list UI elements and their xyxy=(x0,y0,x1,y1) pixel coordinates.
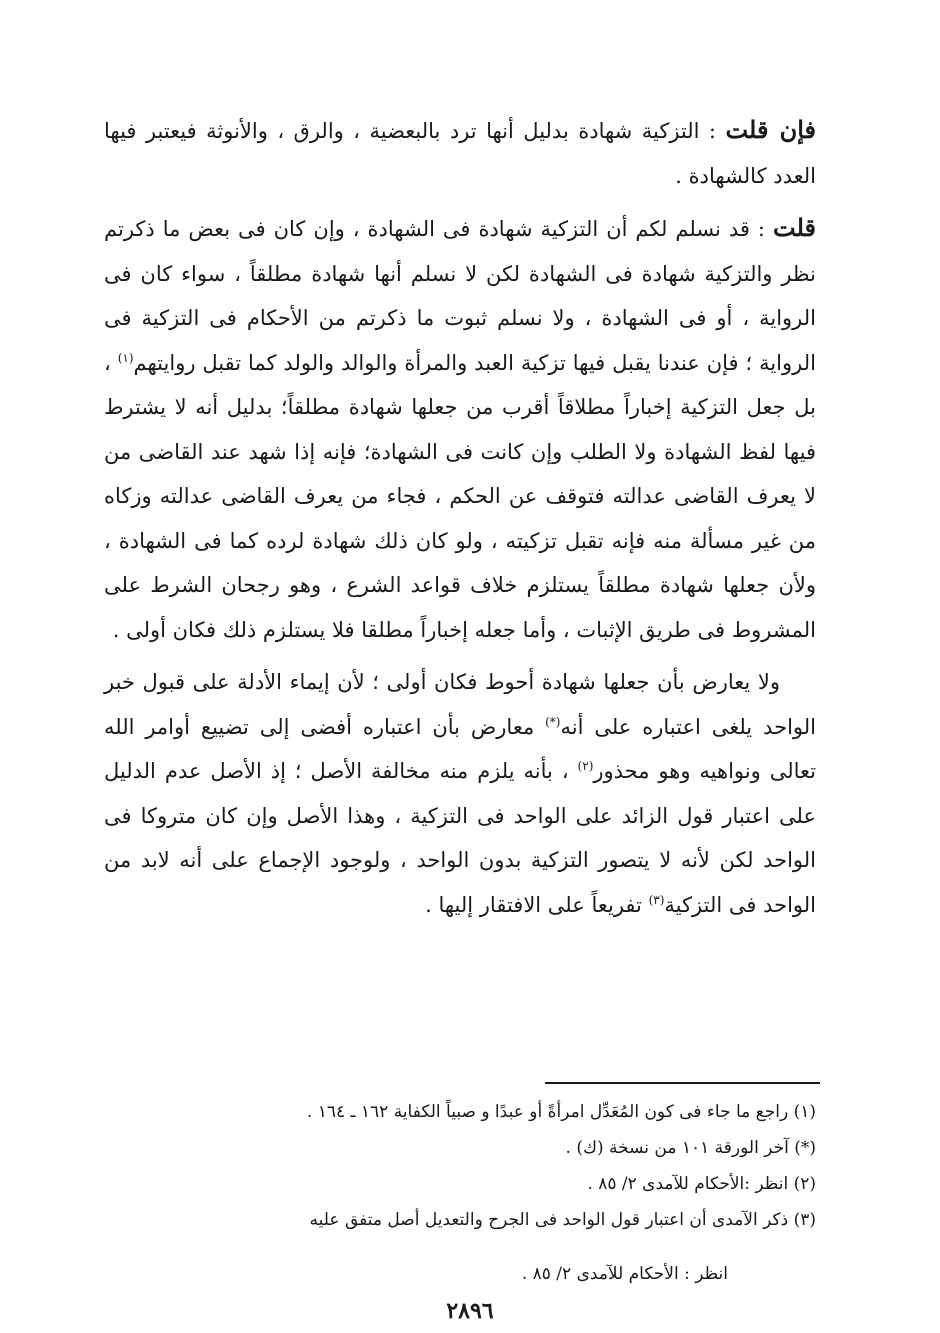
footnote-3-continuation: انظر : الأحكام للآمدى ٢/ ٨٥ . xyxy=(521,1264,728,1284)
paragraph-text: ، بل جعل التزكية إخباراً مطلاقاً أقرب من جعلها شهادة مطلقاً؛ بدليل أنه لا يشترط فيها لفظ الشهادة ولا الطلب وإن كانت فى الشهادة؛ فإنه إذا شهد عند القاضى من لا يعرف القاضى عدالته فتوقف عن الحكم ، فجاء من يعرف القاضى عدالته وزكاه من غير مسألة منه فإنه تقبل تزكيته ، ولو كان ذلك شهادة لرده كما فى الشهادة ، ولأن جعلها شهادة مطلقاً يستلزم خلاف قواعد الشرع ، وهو رجحان الشرط على المشروط فى طريق الإثبات ، وأما جعله إخباراً مطلقا فلا يستلزم ذلك فكان أولى . xyxy=(104,350,816,642)
paragraph-text: تفريعاً على الافتقار إليها . xyxy=(425,892,642,917)
paragraph-text: معارض بأن اعتباره أفضى إلى تضييع أوامر الله تعالى ونواهيه وهو محذور xyxy=(104,714,816,783)
footnote-3: (٣) ذكر الآمدى أن اعتبار قول الواحد فى الجرح والتعديل أصل متفق عليه xyxy=(309,1210,816,1230)
paragraph-objection xyxy=(104,108,816,198)
paragraph-text: ، بأنه يلزم منه مخالفة الأصل ؛ إذ الأصل عدم الدليل على اعتبار قول الزائد على الواحد فى التزكية ، وهذا الأصل وإن كان متروكا فى الواحد لكن لأنه لا يتصور التزكية بدون الواحد ، ولوجود الإجماع على أنه لابد من الواحد فى التزكية xyxy=(104,759,816,917)
footnote-ref: (٣) xyxy=(648,892,665,907)
footnote-1: (١) راجع ما جاء فى كون المُعَدِّل امرأةً أو عبدًا و صبياً الكفاية ١٦٢ ـ ١٦٤ . xyxy=(306,1102,816,1122)
footnotes xyxy=(116,1094,816,1292)
footnote-ref: (١) xyxy=(117,350,134,365)
paragraph-reply xyxy=(104,206,816,652)
lead-word-objection: فإن قلت xyxy=(725,115,816,144)
paragraph-text: : قد نسلم لكم أن التزكية شهادة فى الشهادة ، وإن كان فى بعض ما ذكرتم نظر والتزكية شهادة فى الشهادة لكن لا نسلم أنها شهادة مطلقاً ، سواء كان فى الرواية ، أو فى الشهادة ، ولا نسلم ثبوت ما ذكرتم من الأحكام فى التزكية فى الرواية ؛ فإن عندنا يقبل فيها تزكية العبد والمرأة والوالد والولد كما تقبل روايتهم xyxy=(104,217,816,375)
footnote-divider xyxy=(545,1082,820,1084)
footnote-2: (٢) انظر :الأحكام للآمدى ٢/ ٨٥ . xyxy=(587,1174,816,1194)
footnote-ref: (*) xyxy=(545,714,561,729)
paragraph-text: ولا يعارض بأن جعلها شهادة أحوط فكان أولى ؛ لأن إيماء الأدلة على قبول خبر الواحد يلغى اعتباره على أنه xyxy=(104,670,816,739)
footnote-star: (*) آخر الورقة ١٠١ من نسخة (ك) . xyxy=(565,1138,816,1158)
paragraph-text: : التزكية شهادة بدليل أنها ترد بالبعضية ، والرق ، والأنوثة فيعتبر فيها العدد كالشهادة . xyxy=(104,119,816,188)
main-text xyxy=(104,108,816,927)
page-number: ٢٨٩٦ xyxy=(446,1298,494,1324)
lead-word-reply: قلت xyxy=(773,213,816,242)
footnote-ref: (٢) xyxy=(577,759,594,773)
paragraph-counter xyxy=(104,660,816,927)
